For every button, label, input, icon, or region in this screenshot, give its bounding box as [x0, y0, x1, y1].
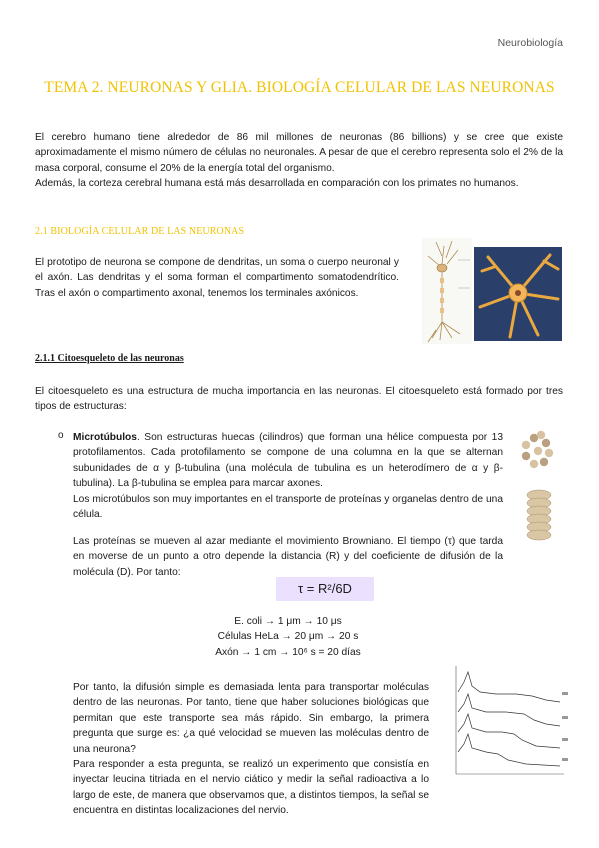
bullet-text-5: Para responder a esta pregunta, se realizó un experimento que consistía en inyectar leucina titriada en el nervio ciático y medir la señal radioactiva a lo largo de este, de manera que observamos que, a distintos tiempos, la señal se encuentra en distintas localizaciones del nervio. [73, 759, 429, 817]
subsection-title: 2.1.1 Citoesqueleto de las neuronas [35, 353, 184, 364]
example-row-axon: Axón → 1 cm → 10⁶ s = 20 días [215, 646, 361, 658]
difusion-paragraph [73, 680, 429, 819]
neuron-illustration-image [474, 247, 562, 341]
examples-list [73, 614, 503, 660]
microtubulos-paragraph [73, 430, 503, 522]
bullet-text-2: Los microtúbulos son muy importantes en el transporte de proteínas y organelas dentro de una célula. [73, 493, 503, 521]
proteinas-paragraph: Las proteínas se mueven al azar mediante el movimiento Browniano. El tiempo (τ) que tarda en moverse de un punto a otro depende la distancia (R) y del coeficiente de difusión de la molécula (D). Por tanto: [73, 536, 503, 578]
section-paragraph: El prototipo de neurona se compone de dendritas, un soma o cuerpo neuronal y el axón. Las dendritas y el soma forman el compartimento somatodendrítico. Tras el axón o compartimento axonal, tenemos los terminales axónicos. [35, 257, 399, 299]
section-title: 2.1 BIOLOGÍA CELULAR DE LAS NEURONAS [35, 226, 245, 237]
neuron-diagram-image [422, 238, 472, 344]
example-row-hela: Células HeLa → 20 μm → 20 s [217, 631, 359, 643]
bullet-text-4: Por tanto, la difusión simple es demasiada lenta para transportar moléculas dentro de las neuronas. Por tanto, tiene que haber soluciones biológicas que permitan que este transporte sea más rápido. Sin embargo, la primera pregunta que surge es: ¿a qué velocidad se mueven las moléculas dentro de una neurona? [73, 682, 429, 755]
subsection-paragraph: El citoesqueleto es una estructura de mucha importancia en las neuronas. El citoesqueleto está formado por tres tipos de estructuras: [35, 386, 563, 413]
intro-paragraph [35, 130, 563, 192]
bullet-marker: o [58, 430, 64, 441]
microtubule-illustration-image [513, 421, 565, 543]
header-course: Neurobiología [497, 37, 563, 49]
example-row-ecoli: E. coli → 1 μm → 10 μs [234, 616, 342, 627]
bullet-term: Microtúbulos [73, 432, 137, 443]
bullet-text-1: . Son estructuras huecas (cilindros) que forman una hélice compuesta por 13 protofilamentos. Cada protofilamento se compone de una columna en la que se alternan subunidades de α y β-tubulina (una molécula de tubulina es un heterodímero de α y β-tubulina). La β-tubulina se emplea para marcar axones. [73, 432, 503, 490]
formula-box: τ = R²/6D [276, 577, 374, 601]
intro-text-2: Además, la corteza cerebral humana está más desarrollada en comparación con los primates no humanos. [35, 178, 519, 190]
intro-text: El cerebro humano tiene alrededor de 86 mil millones de neuronas (86 billions) y se cree que existe aproximadamente el mismo número de células no neuronales. A pesar de que el cerebro representa solo el 2% de la masa corporal, consume el 20% de la energía total del organismo. [35, 132, 563, 174]
radioactivity-traces-image [446, 662, 572, 786]
page-title: TEMA 2. NEURONAS Y GLIA. BIOLOGÍA CELULAR DE LAS NEURONAS [44, 79, 555, 96]
